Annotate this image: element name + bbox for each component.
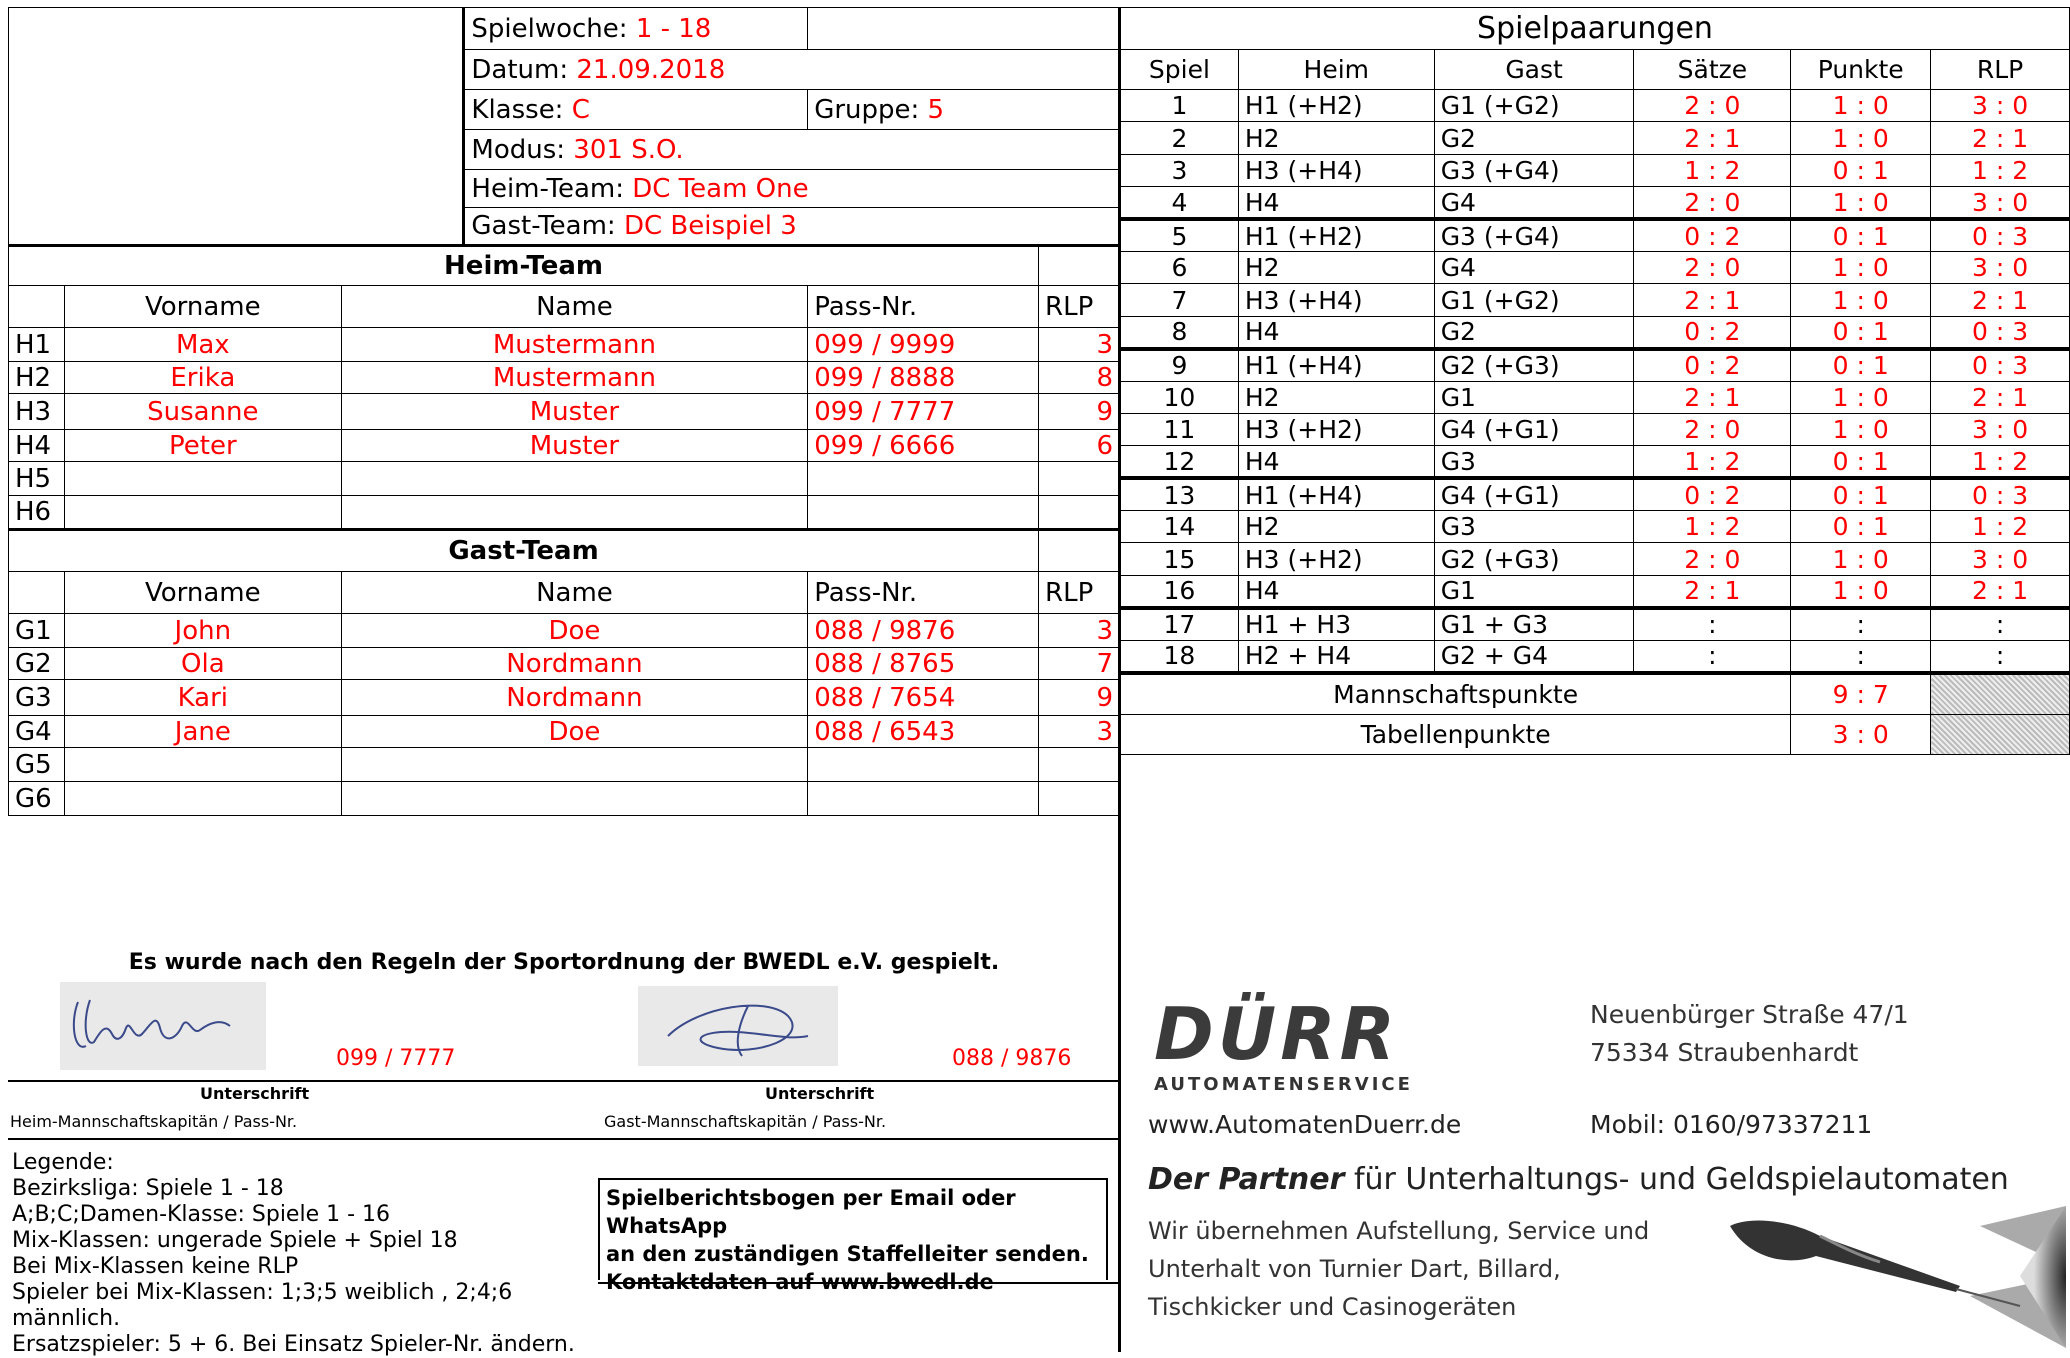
pairing-rlp[interactable]: 0 : 3 [1931,219,2070,251]
pairing-heim: H2 [1238,381,1434,413]
pairing-saetze[interactable]: 2 : 0 [1634,543,1791,575]
player-id-cell: G1 [9,614,65,648]
pairing-rlp[interactable]: 3 : 0 [1931,251,2070,283]
player-vorname-cell[interactable] [64,496,341,530]
player-pass-cell[interactable] [808,782,1039,816]
pairing-saetze[interactable]: 2 : 1 [1634,122,1791,154]
pairing-saetze[interactable]: : [1634,608,1791,640]
gast-rows [9,614,1120,816]
pairing-punkte[interactable]: 0 : 1 [1791,511,1931,543]
heim-signature-image [60,982,266,1070]
pairing-saetze[interactable]: 0 : 2 [1634,478,1791,510]
ad-slogan-rest: für Unterhaltungs- und Geldspielautomaten [1344,1162,2009,1197]
ad-address2: 75334 Straubenhardt [1590,1038,1859,1067]
pairing-spiel: 4 [1121,187,1239,219]
modus-cell[interactable]: Modus: 301 S.O. [464,130,1120,170]
pairing-row [1121,608,2070,640]
player-pass-cell[interactable]: 099 / 8888 [808,362,1039,394]
player-name-cell[interactable]: Mustermann [341,328,808,362]
legend-line: A;B;C;Damen-Klasse: Spiele 1 - 16 [12,1202,391,1227]
pairing-spiel: 11 [1121,413,1239,445]
pairing-row [1121,284,2070,316]
pairings-title: Spielpaarungen [1121,8,2070,50]
ad-address1: Neuenbürger Straße 47/1 [1590,1000,1909,1029]
ad-service-line: Wir übernehmen Aufstellung, Service und [1148,1217,1650,1245]
pairing-punkte[interactable]: 1 : 0 [1791,90,1931,122]
spielwoche-cell[interactable]: Spielwoche: 1 - 18 [464,8,808,50]
gast-team-title-extra [1039,530,1120,572]
gast-signature-image [638,986,838,1066]
pairing-gast: G2 (+G3) [1434,543,1634,575]
pairing-punkte[interactable]: 1 : 0 [1791,413,1931,445]
player-name-cell[interactable]: Muster [341,430,808,462]
player-rlp-cell[interactable]: 9 [1039,394,1120,430]
pairing-spiel: 14 [1121,511,1239,543]
pairing-gast: G4 (+G1) [1434,478,1634,510]
pairing-rlp[interactable]: : [1931,608,2070,640]
legend-line: Bei Mix-Klassen keine RLP [12,1254,299,1279]
ad-logo: DÜRR [1154,992,1400,1076]
ad-services [1148,1212,1649,1326]
pairing-gast: G1 (+G2) [1434,284,1634,316]
gast-col-vorname: Vorname [64,572,341,614]
pairing-punkte[interactable]: 1 : 0 [1791,543,1931,575]
player-name-cell[interactable]: Nordmann [341,680,808,716]
player-vorname-cell[interactable] [64,782,341,816]
mannschaftspunkte-label: Mannschaftspunkte [1121,673,1791,715]
klasse-cell[interactable]: Klasse: C [464,90,808,130]
player-vorname-cell[interactable]: Susanne [64,394,341,430]
rules-note: Es wurde nach den Regeln der Sportordnung der BWEDL e.V. gespielt. [128,950,1000,975]
player-pass-cell[interactable] [808,748,1039,782]
pairing-rlp[interactable]: 2 : 1 [1931,284,2070,316]
heim-rows [9,328,1120,530]
pairing-spiel: 9 [1121,349,1239,381]
pairing-rlp[interactable]: 0 : 3 [1931,478,2070,510]
pairing-row [1121,251,2070,283]
gast-player-row [9,648,1120,680]
pairing-gast: G4 (+G1) [1434,413,1634,445]
pairing-rlp[interactable]: 3 : 0 [1931,90,2070,122]
pairing-spiel: 17 [1121,608,1239,640]
pairing-row [1121,122,2070,154]
player-rlp-cell[interactable]: 3 [1039,716,1120,748]
pairing-gast: G3 (+G4) [1434,154,1634,186]
player-id-cell: H3 [9,394,65,430]
pairing-rlp[interactable]: 0 : 3 [1931,349,2070,381]
pairing-punkte[interactable]: : [1791,608,1931,640]
pairing-saetze[interactable]: 2 : 1 [1634,381,1791,413]
pairing-punkte[interactable]: 1 : 0 [1791,381,1931,413]
ad-panel [1122,950,2070,1352]
pairing-rlp[interactable]: 2 : 1 [1931,575,2070,607]
pairing-row [1121,349,2070,381]
pairing-saetze[interactable]: 1 : 2 [1634,511,1791,543]
signature-divider [8,1080,1120,1082]
pairing-saetze[interactable]: 2 : 1 [1634,575,1791,607]
pairing-row [1121,511,2070,543]
pairing-gast: G1 + G3 [1434,608,1634,640]
datum-cell[interactable]: Datum: 21.09.2018 [464,50,1120,90]
pairing-heim: H4 [1238,187,1434,219]
pair-col-spiel: Spiel [1121,50,1239,90]
pairing-rlp[interactable]: 1 : 2 [1931,154,2070,186]
player-rlp-cell[interactable]: 3 [1039,614,1120,648]
player-rlp-cell[interactable]: 8 [1039,362,1120,394]
pairing-spiel: 5 [1121,219,1239,251]
legend-line: Ersatzspieler: 5 + 6. Bei Einsatz Spieler-Nr. ändern. [12,1332,575,1357]
pairing-punkte[interactable]: : [1791,640,1931,672]
pairing-gast: G3 [1434,446,1634,478]
player-pass-cell[interactable]: 088 / 6543 [808,716,1039,748]
heim-col-name: Name [341,286,808,328]
pairing-heim: H1 (+H4) [1238,349,1434,381]
tabellenpunkte-label: Tabellenpunkte [1121,715,1791,755]
gast-team-cell[interactable]: Gast-Team: DC Beispiel 3 [464,208,1120,246]
player-vorname-cell[interactable]: Peter [64,430,341,462]
player-rlp-cell[interactable] [1039,748,1120,782]
gast-col-rlp: RLP [1039,572,1120,614]
pairing-rlp[interactable]: 0 : 3 [1931,316,2070,348]
pairing-saetze[interactable]: 0 : 2 [1634,219,1791,251]
player-id-cell: G3 [9,680,65,716]
gast-col-name: Name [341,572,808,614]
player-pass-cell[interactable]: 099 / 9999 [808,328,1039,362]
pairing-gast: G2 (+G3) [1434,349,1634,381]
gast-signature-label: Unterschrift [765,1084,875,1103]
pairing-spiel: 10 [1121,381,1239,413]
gast-player-row [9,680,1120,716]
pairing-row [1121,543,2070,575]
player-name-cell[interactable]: Doe [341,614,808,648]
player-name-cell[interactable] [341,462,808,496]
player-id-cell: H2 [9,362,65,394]
pairing-saetze[interactable]: 1 : 2 [1634,154,1791,186]
mannschaftspunkte-value[interactable]: 9 : 7 [1791,673,1931,715]
pairing-row [1121,413,2070,445]
player-name-cell[interactable]: Mustermann [341,362,808,394]
pairing-row [1121,154,2070,186]
pairing-gast: G4 [1434,187,1634,219]
pairing-heim: H4 [1238,575,1434,607]
pairing-spiel: 2 [1121,122,1239,154]
pairing-heim: H2 [1238,251,1434,283]
heim-col-pass: Pass-Nr. [808,286,1039,328]
pair-col-saetze: Sätze [1634,50,1791,90]
pairing-heim: H3 (+H4) [1238,154,1434,186]
pairing-saetze[interactable]: 1 : 2 [1634,446,1791,478]
gast-signature-sub: Gast-Mannschaftskapitän / Pass-Nr. [604,1112,887,1131]
tabellenpunkte-hatch [1931,715,2070,755]
player-id-cell: G2 [9,648,65,680]
legend-line: Bezirksliga: Spiele 1 - 18 [12,1176,284,1201]
mannschaftspunkte-hatch [1931,673,2070,715]
pairing-punkte[interactable]: 0 : 1 [1791,478,1931,510]
pairing-row [1121,90,2070,122]
pairing-spiel: 18 [1121,640,1239,672]
pairing-gast: G2 + G4 [1434,640,1634,672]
pairing-spiel: 12 [1121,446,1239,478]
pair-col-rlp: RLP [1931,50,2070,90]
heim-col-vorname: Vorname [64,286,341,328]
gast-player-row [9,614,1120,648]
pairing-heim: H4 [1238,446,1434,478]
player-pass-cell[interactable]: 088 / 9876 [808,614,1039,648]
player-pass-cell[interactable] [808,462,1039,496]
player-vorname-cell[interactable]: Erika [64,362,341,394]
heim-player-row [9,328,1120,362]
pairing-rlp[interactable]: 3 : 0 [1931,543,2070,575]
heim-player-row [9,496,1120,530]
player-rlp-cell[interactable] [1039,462,1120,496]
player-id-cell: H5 [9,462,65,496]
pairing-saetze[interactable]: 0 : 2 [1634,316,1791,348]
pairing-heim: H3 (+H2) [1238,543,1434,575]
pairing-punkte[interactable]: 1 : 0 [1791,284,1931,316]
player-pass-cell[interactable]: 099 / 7777 [808,394,1039,430]
gast-player-row [9,748,1120,782]
ad-service-line: Unterhalt von Turnier Dart, Billard, [1148,1255,1561,1283]
pairing-gast: G4 [1434,251,1634,283]
player-pass-cell[interactable]: 088 / 7654 [808,680,1039,716]
pairing-rows [1121,90,2070,673]
player-rlp-cell[interactable] [1039,496,1120,530]
ad-service-line: Tischkicker und Casinogeräten [1148,1293,1517,1321]
player-pass-cell[interactable]: 099 / 6666 [808,430,1039,462]
pairing-spiel: 13 [1121,478,1239,510]
pairing-rlp[interactable]: 2 : 1 [1931,381,2070,413]
pairing-spiel: 7 [1121,284,1239,316]
gast-signature-pass: 088 / 9876 [952,1046,1072,1071]
pairing-saetze[interactable]: 0 : 2 [1634,349,1791,381]
gruppe-cell[interactable]: Gruppe: 5 [808,90,1120,130]
email-note-line: an den zuständigen Staffelleiter senden. [606,1242,1089,1266]
pairing-heim: H3 (+H4) [1238,284,1434,316]
pairing-heim: H3 (+H2) [1238,413,1434,445]
gast-player-row [9,716,1120,748]
player-id-cell: H4 [9,430,65,462]
pairing-row [1121,316,2070,348]
pairing-spiel: 3 [1121,154,1239,186]
pairing-punkte[interactable]: 0 : 1 [1791,219,1931,251]
pair-col-punkte: Punkte [1791,50,1931,90]
player-name-cell[interactable]: Doe [341,716,808,748]
ad-slogan [1148,1162,2009,1197]
heim-team-title-extra [1039,246,1120,286]
tabellenpunkte-value[interactable]: 3 : 0 [1791,715,1931,755]
pairing-gast: G3 [1434,511,1634,543]
spielwoche-extra-cell[interactable] [808,8,1120,50]
pairing-saetze[interactable]: : [1634,640,1791,672]
pairing-saetze[interactable]: 2 : 0 [1634,187,1791,219]
pairing-punkte[interactable]: 1 : 0 [1791,122,1931,154]
player-vorname-cell[interactable]: John [64,614,341,648]
player-name-cell[interactable]: Nordmann [341,648,808,680]
heim-signature-sub: Heim-Mannschaftskapitän / Pass-Nr. [10,1112,298,1131]
player-vorname-cell[interactable]: Ola [64,648,341,680]
pairing-heim: H1 + H3 [1238,608,1434,640]
heim-team-title: Heim-Team [9,246,1039,286]
heim-signature-pass: 099 / 7777 [336,1046,456,1071]
heim-player-row [9,430,1120,462]
legend-line: Spieler bei Mix-Klassen: 1;3;5 weiblich , 2;4;6 männlich. [12,1280,513,1331]
email-note-box [598,1178,1108,1294]
legend [12,1150,602,1358]
pairing-saetze[interactable]: 2 : 0 [1634,90,1791,122]
pairing-saetze[interactable]: 2 : 0 [1634,413,1791,445]
pairing-heim: H2 + H4 [1238,640,1434,672]
player-name-cell[interactable] [341,782,808,816]
pairing-row [1121,478,2070,510]
pairing-gast: G2 [1434,122,1634,154]
ad-website[interactable]: www.AutomatenDuerr.de [1148,1110,1462,1139]
player-pass-cell[interactable] [808,496,1039,530]
player-id-cell: H6 [9,496,65,530]
email-note-bottom [598,1282,1120,1284]
pairing-row [1121,446,2070,478]
player-vorname-cell[interactable]: Max [64,328,341,362]
pairing-row [1121,187,2070,219]
pairing-punkte[interactable]: 1 : 0 [1791,575,1931,607]
pairing-rlp[interactable]: 1 : 2 [1931,446,2070,478]
email-note-line: Spielberichtsbogen per Email oder WhatsApp [606,1186,1016,1238]
pairing-spiel: 16 [1121,575,1239,607]
pairing-spiel: 15 [1121,543,1239,575]
player-rlp-cell[interactable] [1039,782,1120,816]
player-vorname-cell[interactable]: Kari [64,680,341,716]
dart-icon [1720,1206,2066,1348]
pairing-heim: H1 (+H2) [1238,219,1434,251]
pairing-punkte[interactable]: 0 : 1 [1791,154,1931,186]
pairing-spiel: 8 [1121,316,1239,348]
gast-team-title: Gast-Team [9,530,1039,572]
heim-team-cell[interactable]: Heim-Team: DC Team One [464,170,1120,208]
player-id-cell: G5 [9,748,65,782]
pairing-punkte[interactable]: 0 : 1 [1791,446,1931,478]
pairing-punkte[interactable]: 0 : 1 [1791,316,1931,348]
player-rlp-cell[interactable]: 3 [1039,328,1120,362]
pairing-heim: H2 [1238,511,1434,543]
pair-col-heim: Heim [1238,50,1434,90]
player-name-cell[interactable] [341,496,808,530]
ad-logo-sub: AUTOMATENSERVICE [1154,1074,1413,1095]
pairing-heim: H4 [1238,316,1434,348]
gast-player-row [9,782,1120,816]
pairing-row [1121,381,2070,413]
player-id-cell: H1 [9,328,65,362]
player-vorname-cell[interactable] [64,748,341,782]
pairing-row [1121,219,2070,251]
pairing-rlp[interactable]: 1 : 2 [1931,511,2070,543]
heim-player-row [9,394,1120,430]
pairing-gast: G1 [1434,381,1634,413]
pairing-gast: G1 (+G2) [1434,90,1634,122]
team-sheet-table [8,7,1120,816]
email-note-line: Kontaktdaten auf www.bwedl.de [606,1270,994,1294]
pairing-rlp[interactable]: 3 : 0 [1931,413,2070,445]
logo-blank-cell [9,8,464,246]
pairing-row [1121,575,2070,607]
player-rlp-cell[interactable]: 6 [1039,430,1120,462]
pairing-heim: H2 [1238,122,1434,154]
pairing-punkte[interactable]: 0 : 1 [1791,349,1931,381]
pairing-gast: G1 [1434,575,1634,607]
player-id-cell: G6 [9,782,65,816]
gast-col-id [9,572,65,614]
pairing-spiel: 1 [1121,90,1239,122]
gast-col-pass: Pass-Nr. [808,572,1039,614]
pairing-spiel: 6 [1121,251,1239,283]
heim-col-id [9,286,65,328]
pairings-table [1120,7,2070,755]
legend-line: Mix-Klassen: ungerade Spiele + Spiel 18 [12,1228,458,1253]
heim-player-row [9,362,1120,394]
player-rlp-cell[interactable]: 7 [1039,648,1120,680]
legend-line: Legende: [12,1150,114,1175]
player-pass-cell[interactable]: 088 / 8765 [808,648,1039,680]
legend-divider [8,1138,1120,1140]
pairing-saetze[interactable]: 2 : 1 [1634,284,1791,316]
player-id-cell: G4 [9,716,65,748]
pairing-punkte[interactable]: 1 : 0 [1791,251,1931,283]
pairing-rlp[interactable]: 2 : 1 [1931,122,2070,154]
player-name-cell[interactable] [341,748,808,782]
pairing-heim: H1 (+H2) [1238,90,1434,122]
heim-player-row [9,462,1120,496]
pairing-gast: G2 [1434,316,1634,348]
player-vorname-cell[interactable] [64,462,341,496]
pairing-row [1121,640,2070,672]
heim-signature-label: Unterschrift [200,1084,310,1103]
ad-slogan-bold: Der Partner [1148,1162,1345,1197]
pairing-gast: G3 (+G4) [1434,219,1634,251]
pairing-heim: H1 (+H4) [1238,478,1434,510]
pairing-rlp[interactable]: 3 : 0 [1931,187,2070,219]
pair-col-gast: Gast [1434,50,1634,90]
player-vorname-cell[interactable]: Jane [64,716,341,748]
player-name-cell[interactable]: Muster [341,394,808,430]
player-rlp-cell[interactable]: 9 [1039,680,1120,716]
pairing-rlp[interactable]: : [1931,640,2070,672]
heim-col-rlp: RLP [1039,286,1120,328]
ad-mobile: Mobil: 0160/97337211 [1590,1110,1873,1139]
pairing-saetze[interactable]: 2 : 0 [1634,251,1791,283]
pairing-punkte[interactable]: 1 : 0 [1791,187,1931,219]
